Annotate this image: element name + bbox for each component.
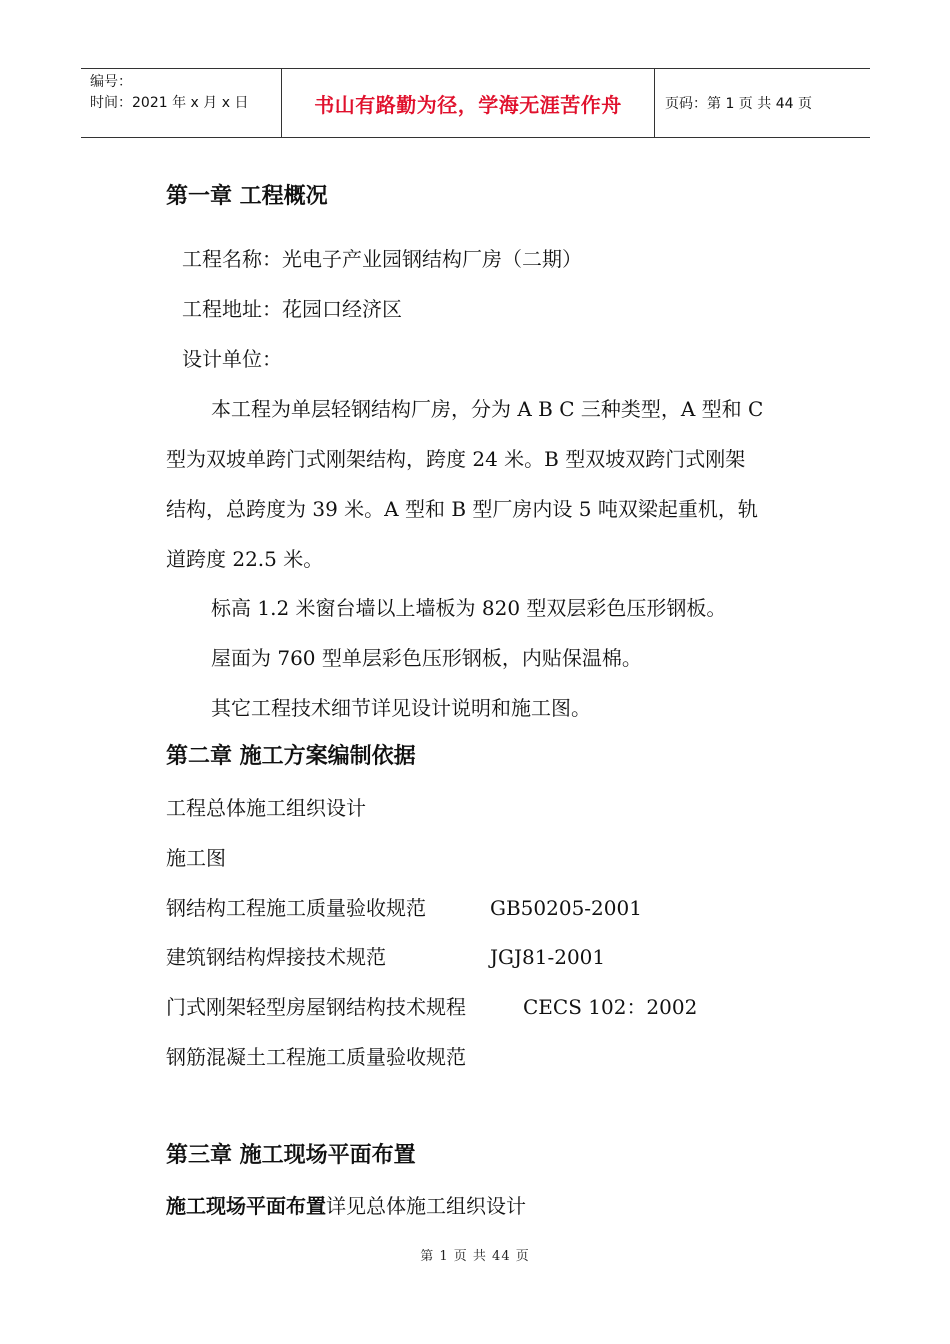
chapter3-lead [166, 1192, 526, 1220]
para1-line2: 型为双坡单跨门式刚架结构，跨度 24 米。B 型双坡双跨门式刚架 [166, 447, 746, 471]
chapter3-title: 第三章 施工现场平面布置 [166, 1143, 416, 1168]
project-address: 工程地址：花园口经济区 [182, 297, 402, 321]
chapter3-lead-rest: 详见总体施工组织设计 [326, 1194, 526, 1218]
basis-item [166, 993, 698, 1021]
basis-item [166, 1043, 466, 1071]
basis-item-code: CECS 102：2002 [523, 995, 698, 1019]
header-number-label: 编号： [90, 74, 132, 90]
para1-line4: 道跨度 22.5 米。 [166, 547, 324, 571]
design-unit: 设计单位： [182, 347, 282, 371]
header-time-label: 时间：2021 年 x 月 x 日 [90, 95, 249, 111]
para2: 标高 1.2 米窗台墙以上墙板为 820 型双层彩色压形钢板。 [211, 596, 727, 620]
basis-item [166, 844, 226, 872]
basis-item-text: 钢筋混凝土工程施工质量验收规范 [166, 1045, 466, 1069]
header-page-info: 页码：第 1 页 共 44 页 [665, 96, 812, 112]
basis-item [166, 794, 366, 822]
para3: 屋面为 760 型单层彩色压形钢板，内贴保温棉。 [211, 646, 642, 670]
basis-item-text: 建筑钢结构焊接技术规范 [166, 945, 386, 969]
para4: 其它工程技术细节详见设计说明和施工图。 [211, 696, 591, 720]
basis-item-text: 施工图 [166, 846, 226, 870]
chapter3-lead-bold: 施工现场平面布置 [166, 1194, 326, 1218]
basis-item-text: 工程总体施工组织设计 [166, 796, 366, 820]
para1-line1: 本工程为单层轻钢结构厂房，分为 A B C 三种类型，A 型和 C [211, 397, 764, 421]
chapter2-title: 第二章 施工方案编制依据 [166, 744, 416, 769]
basis-item-code: JGJ81-2001 [490, 945, 606, 969]
basis-item-text: 钢结构工程施工质量验收规范 [166, 896, 426, 920]
chapter1-title: 第一章 工程概况 [166, 184, 328, 209]
basis-item [166, 943, 606, 971]
header-motto: 书山有路勤为径，学海无涯苦作舟 [282, 69, 655, 137]
page-header [81, 68, 870, 138]
project-name: 工程名称：光电子产业园钢结构厂房（二期） [182, 247, 582, 271]
header-meta [81, 69, 282, 137]
basis-item-code: GB50205-2001 [490, 896, 642, 920]
basis-item-text: 门式刚架轻型房屋钢结构技术规程 [166, 995, 466, 1019]
para1-line3: 结构，总跨度为 39 米。A 型和 B 型厂房内设 5 吨双梁起重机，轨 [166, 497, 758, 521]
basis-item [166, 894, 642, 922]
page-footer: 第 1 页 共 44 页 [420, 1249, 530, 1264]
